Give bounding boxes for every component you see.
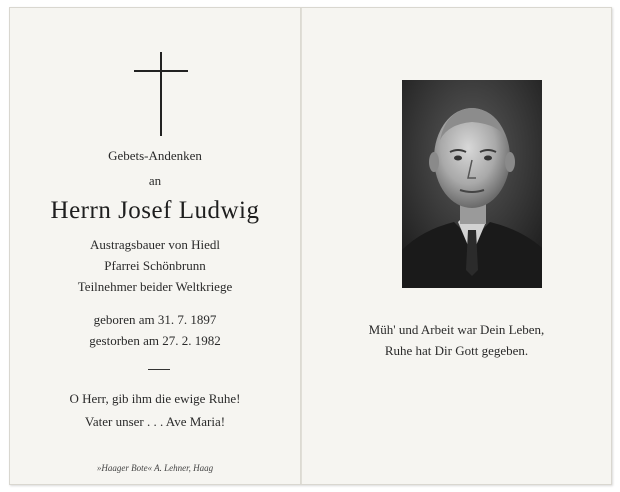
preposition-text: an (148, 173, 162, 188)
deceased-name: Herrn Josef Ludwig (50, 197, 260, 224)
greeting-text: Gebets-Andenken (108, 148, 202, 163)
left-panel (10, 8, 300, 484)
note-text: Teilnehmer beider Weltkriege (77, 279, 233, 294)
separator-line (148, 369, 170, 370)
cross-icon (134, 52, 188, 136)
prayer-line-2: Vater unser . . . Ave Maria! (84, 414, 226, 429)
portrait-photo (402, 80, 542, 288)
parish-text: Pfarrei Schönbrunn (104, 258, 206, 273)
occupation-text: Austragsbauer von Hiedl (90, 237, 220, 252)
birth-date: geboren am 31. 7. 1897 (93, 312, 217, 327)
quote-line-2: Ruhe hat Dir Gott gegeben. (384, 343, 529, 358)
printer-imprint: »Haager Bote« A. Lehner, Haag (96, 463, 214, 473)
memorial-card (9, 7, 612, 485)
prayer-line-1: O Herr, gib ihm die ewige Ruhe! (69, 391, 241, 406)
death-date: gestorben am 27. 2. 1982 (89, 333, 221, 348)
right-panel (302, 8, 611, 484)
quote-line-1: Müh' und Arbeit war Dein Leben, (368, 322, 545, 337)
